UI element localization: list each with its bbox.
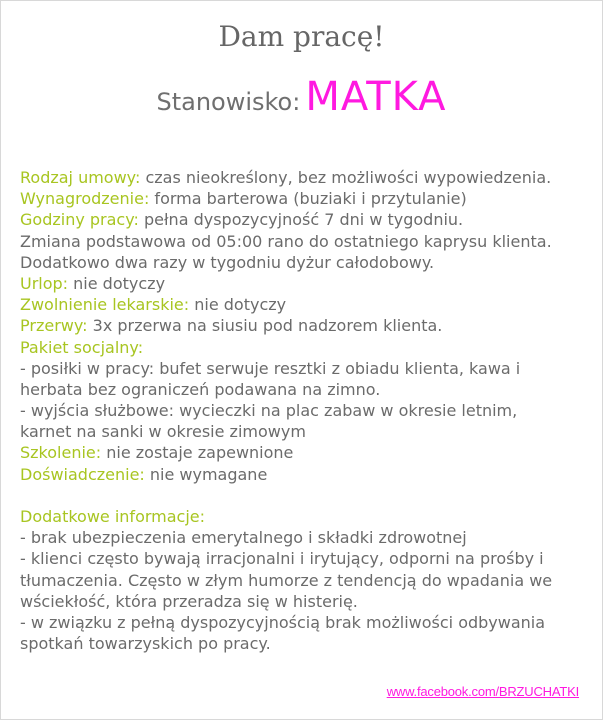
facebook-link[interactable]: www.facebook.com/BRZUCHATKI <box>386 684 579 699</box>
contract-label: Rodzaj umowy: <box>20 168 141 187</box>
sick-label: Zwolnienie lekarskie: <box>20 295 190 315</box>
sick-row <box>20 294 595 315</box>
extra-line-1: - brak ubezpieczenia emerytalnego i składki zdrowotnej <box>20 528 467 548</box>
leave-value: nie dotyczy <box>68 273 166 293</box>
position-heading <box>0 74 603 120</box>
position-label: Stanowisko: <box>156 88 301 116</box>
social-label: Pakiet socjalny: <box>20 337 144 357</box>
page-title: Dam pracę! <box>218 20 385 53</box>
extra-row <box>20 506 595 527</box>
training-row <box>20 442 595 463</box>
hours-row <box>20 209 595 230</box>
leave-label: Urlop: <box>20 273 69 293</box>
training-label: Szkolenie: <box>20 443 102 463</box>
social-line-1: - posiłki w pracy: bufet serwuje resztki z obiadu klienta, kawa i <box>20 358 521 378</box>
extra-line-5: - w związku z pełną dyspozycyjnością brak możliwości odbywania <box>20 612 546 632</box>
social-line-4: karnet na sanki w okresie zimowym <box>20 422 306 442</box>
social-line-2: herbata bez ograniczeń podawana na zimno. <box>20 379 381 399</box>
hours-line-2: Zmiana podstawowa od 05:00 rano do ostatniego kaprysu klienta. <box>20 231 552 251</box>
job-offer-body <box>20 167 595 654</box>
experience-value: nie wymagane <box>144 464 268 484</box>
extra-line-6: spotkań towarzyskich po pracy. <box>20 634 271 654</box>
pay-label: Wynagrodzenie: <box>20 189 150 209</box>
hours-label: Godziny pracy: <box>20 210 139 230</box>
hours-line-3: Dodatkowo dwa razy w tygodniu dyżur całodobowy. <box>20 252 435 272</box>
position-value: MATKA <box>305 74 447 120</box>
breaks-value: 3x przerwa na siusiu pod nadzorem klienta. <box>87 316 443 336</box>
breaks-label: Przerwy: <box>20 316 88 336</box>
contract-value: czas nieokreślony, bez możliwości wypowiedzenia. <box>140 168 552 187</box>
social-row <box>20 337 595 358</box>
section-spacer <box>20 485 595 506</box>
contract-row <box>20 167 595 188</box>
breaks-row <box>20 315 595 336</box>
pay-value: forma barterowa (buziaki i przytulanie) <box>149 189 467 209</box>
extra-line-2: - klienci często bywają irracjonalni i irytujący, odporni na prośby i <box>20 549 544 569</box>
extra-line-3: tłumaczenia. Często w złym humorze z tendencją do wpadania we <box>20 570 553 590</box>
leave-row <box>20 273 595 294</box>
experience-label: Doświadczenie: <box>20 464 145 484</box>
pay-row <box>20 188 595 209</box>
extra-line-4: wściekłość, która przeradza się w histerię. <box>20 591 358 611</box>
sick-value: nie dotyczy <box>189 295 287 315</box>
training-value: nie zostaje zapewnione <box>101 443 294 463</box>
social-line-3: - wyjścia służbowe: wycieczki na plac zabaw w okresie letnim, <box>20 401 518 421</box>
hours-value: pełna dyspozycyjność 7 dni w tygodniu. <box>138 210 464 230</box>
extra-label: Dodatkowe informacje: <box>20 507 206 526</box>
experience-row <box>20 464 595 485</box>
